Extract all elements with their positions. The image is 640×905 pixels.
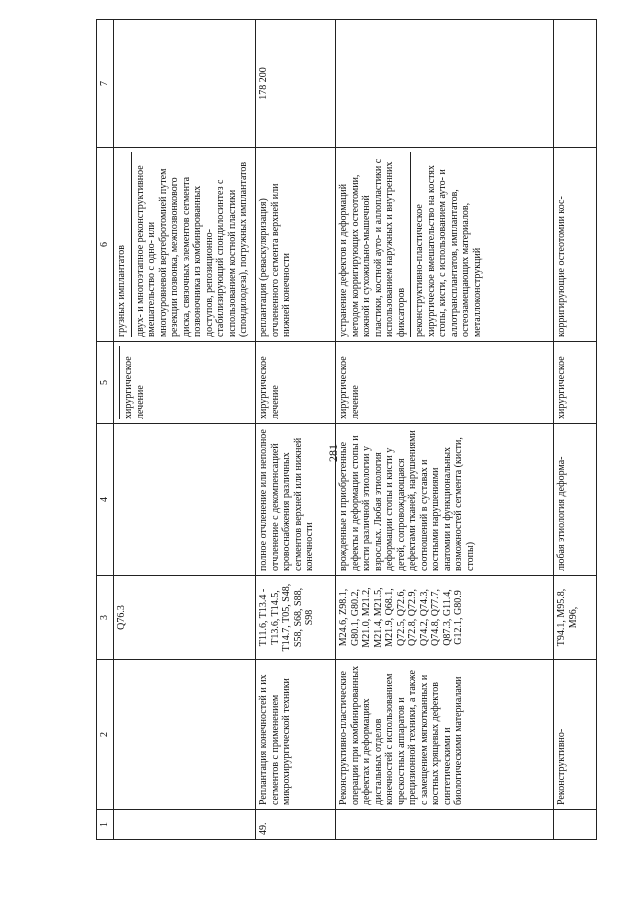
method-entry: реплантация (реваскуляризация) отчлененного сегмента верхней или нижней конечности [258,183,292,337]
method-entry: грузных имплантатов [116,245,127,337]
diagnosis-codes: Q76.3 [114,576,256,660]
column-number: 5 [97,342,114,424]
method-entry: устранение дефектов и деформаций методом корригирующих остеотомии, кожной и сухожильно-мышечной пластики, костной ауто- и аллопластики с использованием наружных и внутренних фиксаторов [338,158,407,337]
treatment-entry: хирургическое [556,356,567,419]
treatment-method [114,148,256,342]
procedure-name: Реконструктивно- [554,660,597,810]
column-number: 2 [97,660,114,810]
procedure-name [114,660,256,810]
procedure-table [96,19,597,840]
patient-model [114,424,256,576]
cost-value [114,20,256,148]
cost-value [554,20,597,148]
row-number: 49. [256,810,336,840]
page-number: 281 [326,444,340,462]
rotated-table-wrapper [96,20,596,840]
treatment-type [336,342,554,424]
procedure-name: Реконструктивно-пластические операции при комбинированных дефектах и деформациях дистальных отделов конечностей с использованием чрескостных аппаратов и прецизионной техники, а также с замещением мягкотканных и костных хрящевых дефектов синтетическими и биологическими материалами [336,660,554,810]
procedure-name: Реплантация конечностей и их сегментов с применением микрохирургической техники [256,660,336,810]
table-row [114,20,256,840]
row-number [114,810,256,840]
column-number-row [97,20,114,840]
patient-model: полное отчленение или неполное отчленение с декомпенсацией кровоснабжения различных сегментов верхней или нижней конечности [256,424,336,576]
method-entry: реконструктивно-пластическое хирургическое вмешательство на костях стопы, кисти, с использованием ауто- и аллотрансплантатов, имплантатов, остеозамещающих материалов, металлоконструкций [410,152,483,337]
treatment-method [336,148,554,342]
treatment-type [114,342,256,424]
column-number: 7 [97,20,114,148]
diagnosis-codes: T94.1, M95.8, M96, [554,576,597,660]
cost-value: 178 200 [256,20,336,148]
table-row [256,20,336,840]
treatment-entry: хирургическое лечение [119,346,146,419]
table-row [336,20,554,840]
patient-model: врожденные и приобретенные дефекты и деформации стопы и кисти различной этиологии у взрослых. Любая этиология деформации стопы и кисти у детей, сопровождающаяся дефектами тканей, нарушениями соотношений в суставах и костными нарушениями анатомии и функциональных возможностей сегмента (кисти, стопы) [336,424,554,576]
column-number: 4 [97,424,114,576]
treatment-entry: хирургическое лечение [338,356,361,419]
column-number: 6 [97,148,114,342]
treatment-type [554,342,597,424]
patient-model: любая этиология деформа- [554,424,597,576]
diagnosis-codes: M24.6, Z98.1, G80.1, G80.2, M21.0, M21.2, M21.4, M21.5, M21.9, Q68.1, Q72.5, Q72.6, Q72.8, Q72.9, Q74.2, Q74.3, Q74.8, Q77.7, Q87.3, G11.4, G12.1, G80.9 [336,576,554,660]
cost-value [336,20,554,148]
row-number [554,810,597,840]
diagnosis-codes: T11.6, T13.4 - T13.6, T14.5, T14.7, T05, S48, S58, S68, S88, S98 [256,576,336,660]
treatment-method [256,148,336,342]
treatment-type [256,342,336,424]
column-number: 1 [97,810,114,840]
column-number: 3 [97,576,114,660]
table-row [554,20,597,840]
row-number [336,810,554,840]
method-entry: двух- и многоэтапное реконструктивное вмешательство с одно- или многоуровневой вертебротомией путем резекции позвонка, межпозвонкового диска, связочных элементов сегмента позвоночника из комбинированных доступов, репозиционно-стабилизирующий спондилосинтез с использованием костной пластики (спондилодеза), погружных имплантатов [131,152,250,337]
treatment-method [554,148,597,342]
treatment-entry: хирургическое лечение [258,356,281,419]
method-entry: корригирующие остеотомии кос- [556,196,567,337]
